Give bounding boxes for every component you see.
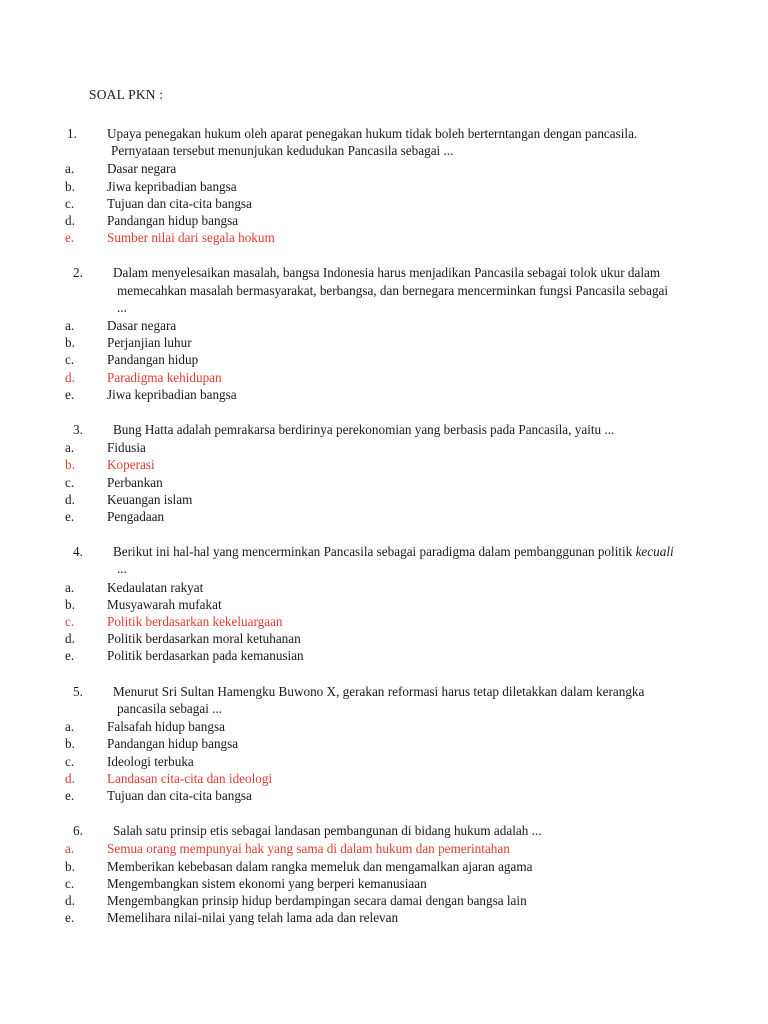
question-stem-text: Berikut ini hal-hal yang mencerminkan Pancasila sebagai paradigma dalam pembanggunan politik <box>113 544 636 560</box>
question-stem-text: Salah satu prinsip etis sebagai landasan pembangunan di bidang hukum adalah ... <box>113 823 542 839</box>
question-stem-text-tail: ... <box>117 561 127 577</box>
question-number: 2. <box>73 265 83 281</box>
question-stem <box>73 822 679 839</box>
question-stem-text: Menurut Sri Sultan Hamengku Buwono X, gerakan reformasi harus tetap diletakkan dalam kerangka pancasila sebagai ... <box>113 683 645 716</box>
option-text: Mengembangkan sistem ekonomi yang berperi kemanusiaan <box>107 875 427 891</box>
option-text: Politik berdasarkan pada kemanusian <box>107 648 304 664</box>
option-letter: e. <box>65 230 75 246</box>
option-letter: c. <box>65 753 75 769</box>
option-letter: a. <box>65 719 75 735</box>
question-stem-emphasis: kecuali <box>635 544 674 560</box>
option-letter: c. <box>65 875 75 891</box>
questions-list <box>65 125 679 926</box>
option-item[interactable] <box>65 508 679 525</box>
option-text: Pandangan hidup bangsa <box>107 736 239 752</box>
question-block <box>65 125 679 246</box>
option-text: Semua orang mempunyai hak yang sama di dalam hukum dan pemerintahan <box>107 841 510 857</box>
question-stem-text: Bung Hatta adalah pemrakarsa berdirinya perekonomian yang berbasis pada Pancasila, yaitu ... <box>113 422 615 438</box>
option-text: Kedaulatan rakyat <box>107 579 204 595</box>
option-item[interactable] <box>65 351 679 368</box>
option-letter: a. <box>65 318 75 334</box>
question-stem-text: Upaya penegakan hukum oleh aparat penegakan hukum tidak boleh berterntangan dengan pancasila. Pernyataan tersebut menunjukan kedudukan Pancasila sebagai ... <box>107 126 638 159</box>
option-text: Memberikan kebebasan dalam rangka memeluk dan mengamalkan ajaran agama <box>107 858 533 874</box>
option-letter: c. <box>65 474 75 490</box>
option-item[interactable] <box>65 160 679 177</box>
option-item-correct[interactable] <box>65 229 679 246</box>
option-letter: d. <box>65 213 75 229</box>
option-letter: b. <box>65 178 75 194</box>
question-stem <box>73 543 679 577</box>
option-list <box>65 840 679 926</box>
option-letter: a. <box>65 440 75 456</box>
option-text: Dasar negara <box>107 318 177 334</box>
option-text: Memelihara nilai-nilai yang telah lama ada dan relevan <box>107 910 399 926</box>
option-letter: a. <box>65 841 75 857</box>
option-item[interactable] <box>65 647 679 664</box>
option-text: Ideologi terbuka <box>107 753 194 769</box>
option-text: Politik berdasarkan kekeluargaan <box>107 614 283 630</box>
option-item[interactable] <box>65 212 679 229</box>
option-letter: d. <box>65 892 75 908</box>
option-item[interactable] <box>65 195 679 212</box>
option-list <box>65 439 679 525</box>
option-list <box>65 579 679 665</box>
question-number: 1. <box>67 126 77 141</box>
question-number: 3. <box>73 422 83 438</box>
option-text: Pandangan hidup <box>107 352 199 368</box>
option-item[interactable] <box>65 718 679 735</box>
option-text: Sumber nilai dari segala hokum <box>107 230 275 246</box>
option-item[interactable] <box>65 909 679 926</box>
option-text: Tujuan dan cita-cita bangsa <box>107 195 252 211</box>
question-block <box>65 421 679 525</box>
option-letter: d. <box>65 369 75 385</box>
question-block <box>65 543 679 664</box>
option-item[interactable] <box>65 787 679 804</box>
option-text: Dasar negara <box>107 161 177 177</box>
option-letter: e. <box>65 787 75 803</box>
option-letter: d. <box>65 491 75 507</box>
option-letter: b. <box>65 596 75 612</box>
option-text: Jiwa kepribadian bangsa <box>107 386 237 402</box>
option-item-correct[interactable] <box>65 613 679 630</box>
option-letter: a. <box>65 161 75 177</box>
option-item[interactable] <box>65 753 679 770</box>
option-text: Politik berdasarkan moral ketuhanan <box>107 631 301 647</box>
option-list <box>65 160 679 246</box>
option-text: Tujuan dan cita-cita bangsa <box>107 787 252 803</box>
option-item-correct[interactable] <box>65 369 679 386</box>
option-letter: e. <box>65 386 75 402</box>
option-item[interactable] <box>65 630 679 647</box>
document-content <box>65 86 679 944</box>
option-text: Keuangan islam <box>107 491 193 507</box>
option-item[interactable] <box>65 474 679 491</box>
question-stem <box>67 125 679 159</box>
option-text: Landasan cita-cita dan ideologi <box>107 770 273 786</box>
option-letter: a. <box>65 579 75 595</box>
option-letter: d. <box>65 770 75 786</box>
option-text: Musyawarah mufakat <box>107 596 222 612</box>
option-letter: e. <box>65 648 75 664</box>
option-item[interactable] <box>65 596 679 613</box>
option-item-correct[interactable] <box>65 770 679 787</box>
option-item-correct[interactable] <box>65 456 679 473</box>
option-item[interactable] <box>65 858 679 875</box>
option-text: Perjanjian luhur <box>107 335 192 351</box>
question-stem <box>73 421 679 438</box>
option-letter: d. <box>65 631 75 647</box>
option-item[interactable] <box>65 579 679 596</box>
option-text: Falsafah hidup bangsa <box>107 719 225 735</box>
option-text: Fidusia <box>107 440 146 456</box>
option-item[interactable] <box>65 491 679 508</box>
option-text: Paradigma kehidupan <box>107 369 222 385</box>
option-text: Koperasi <box>107 457 155 473</box>
question-stem-text: Dalam menyelesaikan masalah, bangsa Indonesia harus menjadikan Pancasila sebagai tolok ukur dalam memecahkan masalah bermasyarakat, berbangsa, dan bernegara mencerminkan fungsi Pancasila sebagai ... <box>113 265 669 315</box>
option-letter: b. <box>65 335 75 351</box>
option-item[interactable] <box>65 439 679 456</box>
option-text: Perbankan <box>107 474 163 490</box>
option-list <box>65 718 679 804</box>
option-letter: c. <box>65 352 75 368</box>
question-stem <box>73 264 679 316</box>
question-stem <box>73 683 679 717</box>
option-letter: c. <box>65 614 75 630</box>
question-block <box>65 683 679 804</box>
option-letter: b. <box>65 457 75 473</box>
question-number: 6. <box>73 823 83 839</box>
question-number: 5. <box>73 683 83 699</box>
option-item[interactable] <box>65 317 679 334</box>
option-letter: c. <box>65 195 75 211</box>
option-item[interactable] <box>65 178 679 195</box>
option-item-correct[interactable] <box>65 840 679 857</box>
option-letter: e. <box>65 910 75 926</box>
option-text: Mengembangkan prinsip hidup berdampingan secara damai dengan bangsa lain <box>107 892 527 908</box>
option-item[interactable] <box>65 875 679 892</box>
question-block <box>65 822 679 926</box>
option-item[interactable] <box>65 735 679 752</box>
option-item[interactable] <box>65 334 679 351</box>
option-list <box>65 317 679 403</box>
question-number: 4. <box>73 544 83 560</box>
option-text: Pandangan hidup bangsa <box>107 213 239 229</box>
option-text: Jiwa kepribadian bangsa <box>107 178 237 194</box>
option-item[interactable] <box>65 892 679 909</box>
option-letter: e. <box>65 509 75 525</box>
option-letter: b. <box>65 736 75 752</box>
option-letter: b. <box>65 858 75 874</box>
option-item[interactable] <box>65 386 679 403</box>
question-block <box>65 264 679 403</box>
option-text: Pengadaan <box>107 509 165 525</box>
document-title: SOAL PKN : <box>89 87 164 102</box>
